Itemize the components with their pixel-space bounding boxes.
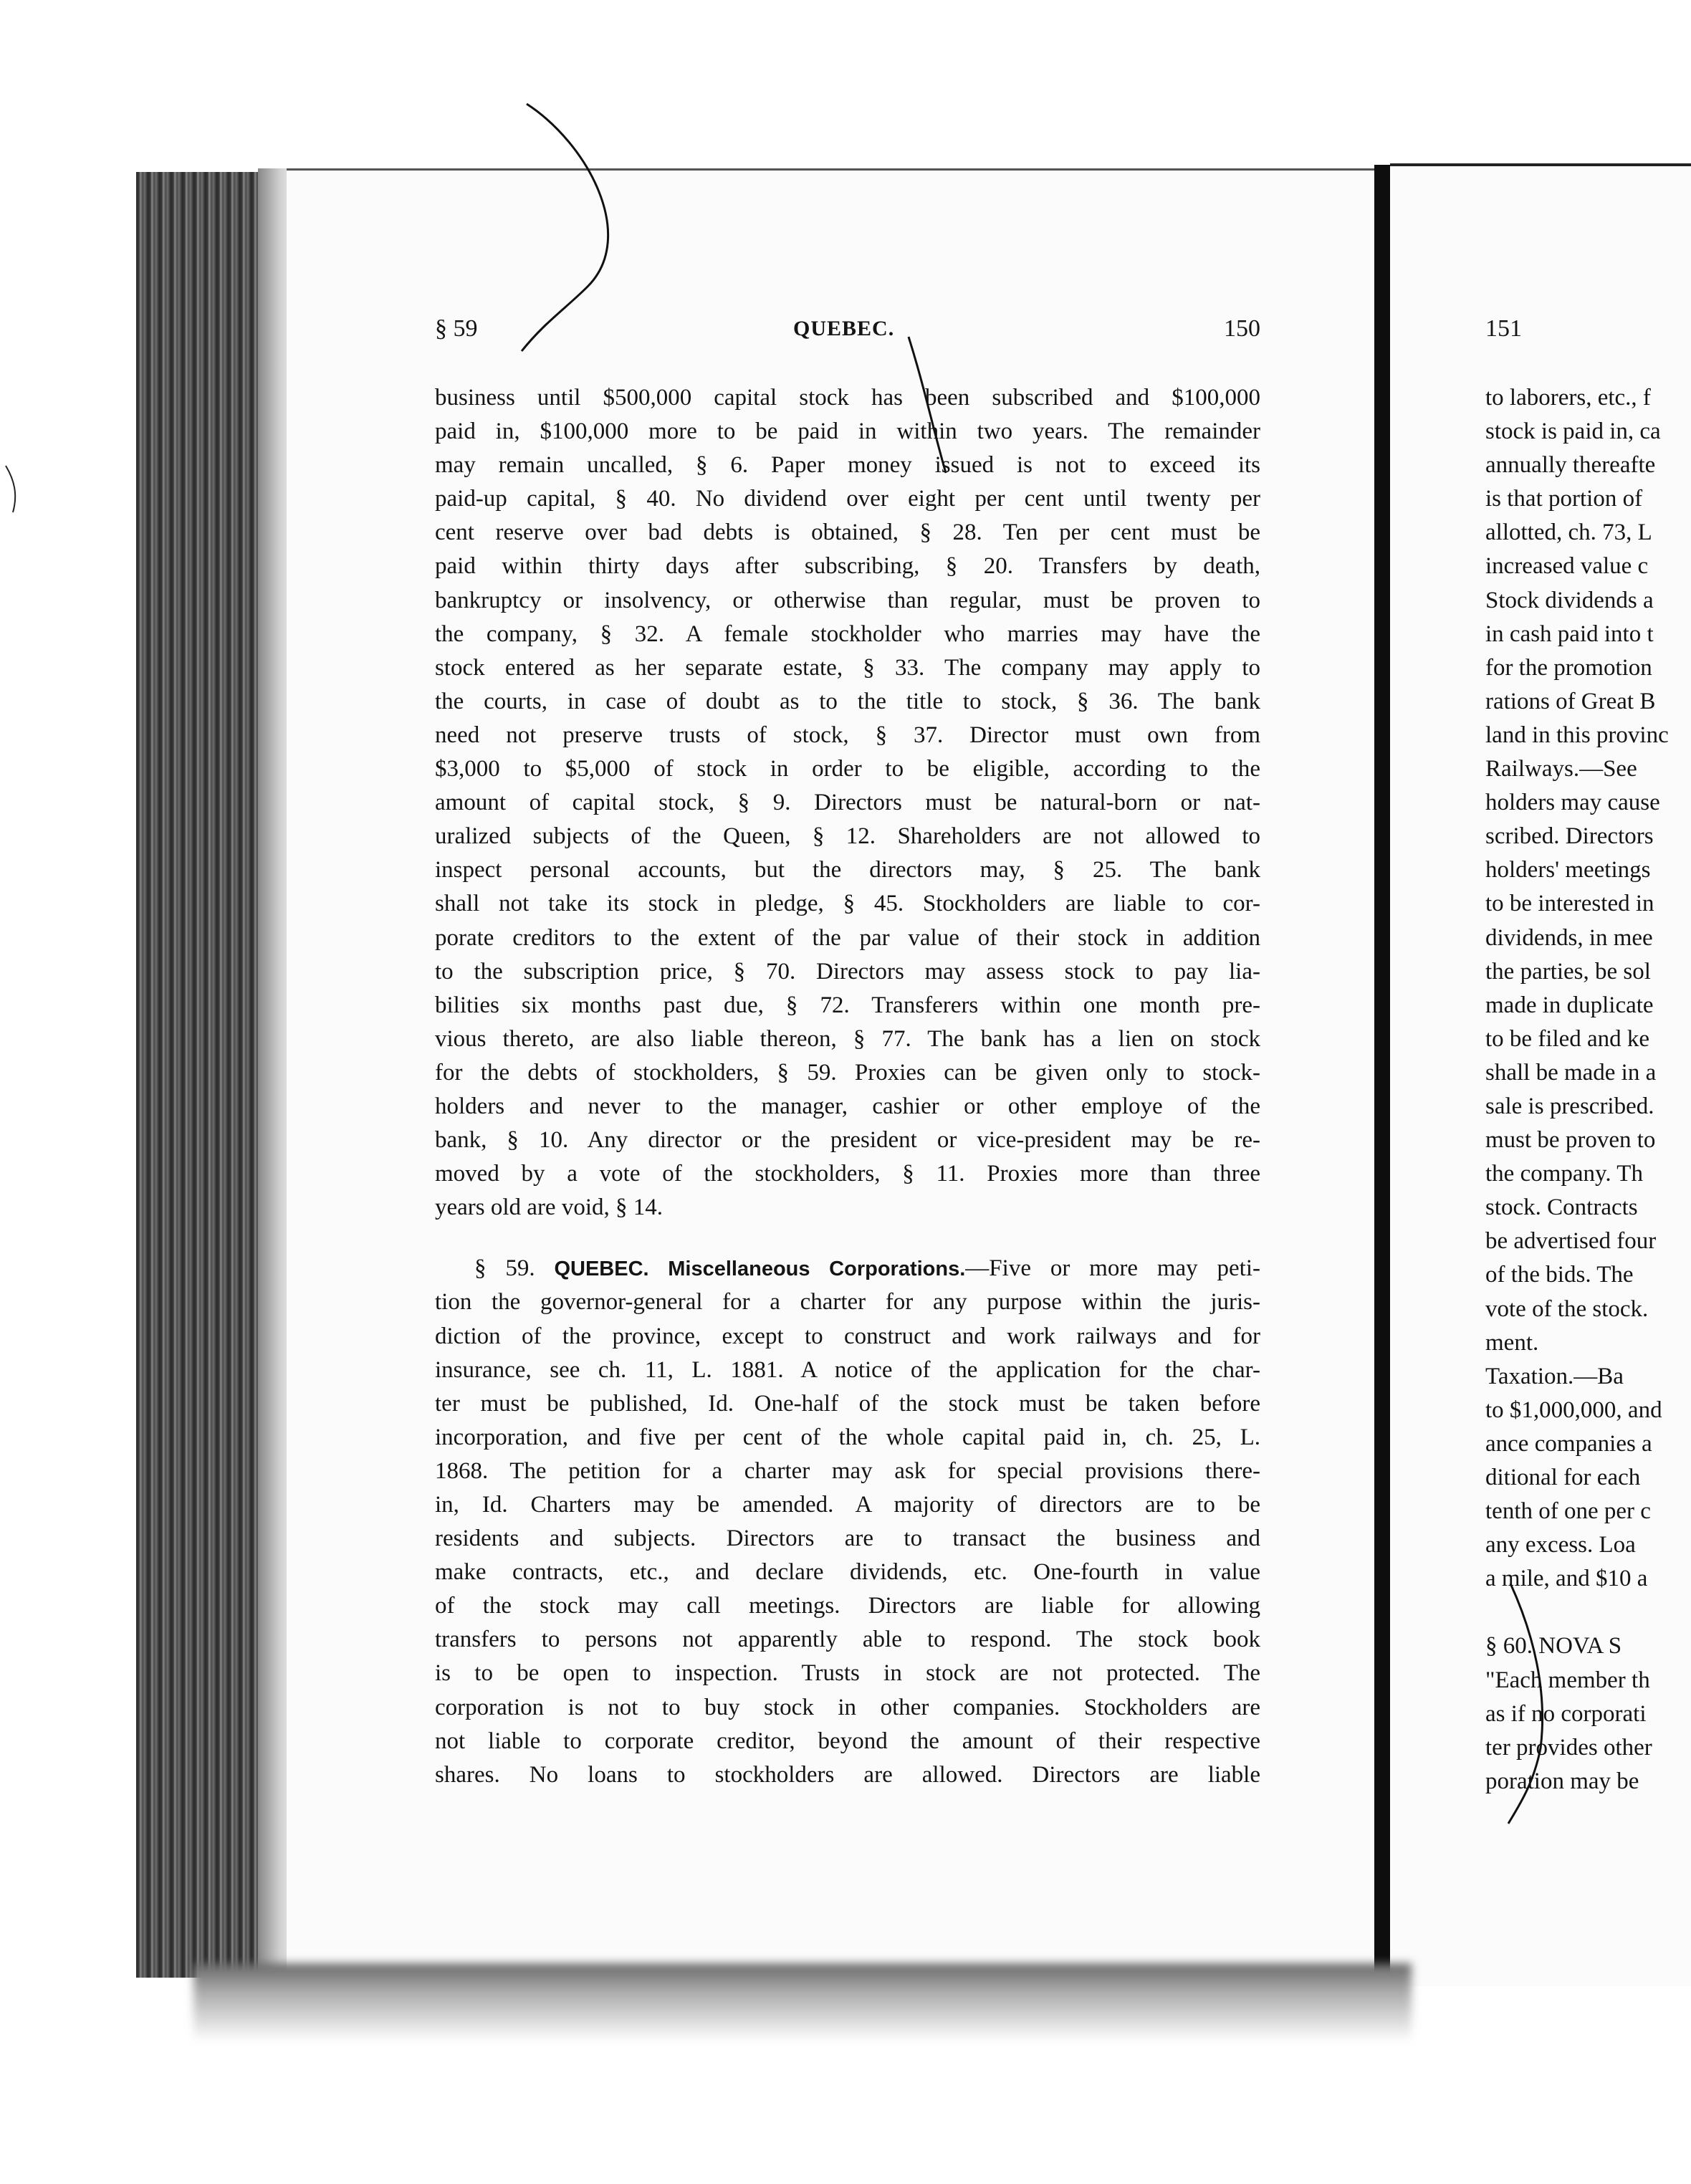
para1-line: years old are void, § 14. bbox=[435, 1194, 663, 1221]
para1-line: bank, § 10. Any director or the president or vice-president may be re- bbox=[435, 1127, 1260, 1154]
para2-heading: QUEBEC. Miscellaneous Corporations. bbox=[554, 1258, 966, 1281]
right-page-line: "Each member th bbox=[1485, 1667, 1650, 1693]
right-page-line: increased value c bbox=[1485, 553, 1649, 580]
para1-line: amount of capital stock, § 9. Directors must be natural-born or nat- bbox=[435, 790, 1260, 816]
right-page-line: ance companies a bbox=[1485, 1430, 1652, 1457]
right-page-line: is that portion of bbox=[1485, 486, 1643, 512]
right-page-line: Taxation.—Ba bbox=[1485, 1363, 1624, 1389]
para1-line: need not preserve trusts of stock, § 37. Director must own from bbox=[435, 722, 1260, 748]
para2-line: incorporation, and five per cent of the whole capital paid in, ch. 25, L. bbox=[435, 1424, 1260, 1450]
right-page-line: must be proven to bbox=[1485, 1127, 1656, 1154]
right-page-line: ment. bbox=[1485, 1329, 1539, 1356]
para2-line: of the stock may call meetings. Directors are liable for allowing bbox=[435, 1593, 1260, 1619]
para1-line: stock entered as her separate estate, § 33. The company may apply to bbox=[435, 654, 1260, 681]
right-page-line: to laborers, etc., f bbox=[1485, 385, 1651, 411]
para1-line: bilities six months past due, § 72. Transferers within one month pre- bbox=[435, 992, 1260, 1018]
para2-line: in, Id. Charters may be amended. A majority of directors are to be bbox=[435, 1492, 1260, 1518]
header-page-number: 150 bbox=[1224, 315, 1260, 342]
para2-section: § 59. bbox=[474, 1255, 535, 1282]
right-page-line: land in this provinc bbox=[1485, 722, 1669, 748]
para1-line: porate creditors to the extent of the par value of their stock in addition bbox=[435, 924, 1260, 951]
para2-line: shares. No loans to stockholders are allowed. Directors are liable bbox=[435, 1761, 1260, 1788]
right-page-line: dividends, in mee bbox=[1485, 924, 1653, 951]
right-page-line: the company. Th bbox=[1485, 1161, 1643, 1187]
para2-line: residents and subjects. Directors are to transact the business and bbox=[435, 1526, 1260, 1552]
para1-line: paid-up capital, § 40. No dividend over eight per cent until twenty per bbox=[435, 486, 1260, 512]
para1-line: the company, § 32. A female stockholder who marries may have the bbox=[435, 621, 1260, 647]
para2-line: transfers to persons not apparently able to respond. The stock book bbox=[435, 1627, 1260, 1653]
right-page-line: as if no corporati bbox=[1485, 1700, 1647, 1727]
right-header-page-number: 151 bbox=[1485, 315, 1522, 342]
right-page-line: § 60. NOVA S bbox=[1485, 1633, 1622, 1659]
para2-line: tion the governor-general for a charter for any purpose within the juris- bbox=[435, 1289, 1260, 1316]
right-page-line: the parties, be sol bbox=[1485, 958, 1651, 985]
para1-line: to the subscription price, § 70. Directors may assess stock to pay lia- bbox=[435, 958, 1260, 985]
right-page-line: ditional for each bbox=[1485, 1465, 1641, 1490]
para1-line: may remain uncalled, § 6. Paper money issued is not to exceed its bbox=[435, 452, 1260, 479]
right-page-line: holders' meetings bbox=[1485, 857, 1651, 883]
header-title: QUEBEC. bbox=[793, 317, 895, 340]
para1-line: $3,000 to $5,000 of stock in order to be eligible, according to the bbox=[435, 756, 1260, 782]
para1-line: shall not take its stock in pledge, § 45. Stockholders are liable to cor- bbox=[435, 891, 1260, 917]
para1-line: vious thereto, are also liable thereon, § 77. The bank has a lien on stock bbox=[435, 1025, 1260, 1052]
para2-line: not liable to corporate creditor, beyond the amount of their respective bbox=[435, 1728, 1260, 1754]
para1-line: moved by a vote of the stockholders, § 11. Proxies more than three bbox=[435, 1161, 1260, 1187]
para1-line: uralized subjects of the Queen, § 12. Shareholders are not allowed to bbox=[435, 823, 1260, 850]
para2-line: insurance, see ch. 11, L. 1881. A notice of the application for the char- bbox=[435, 1356, 1260, 1383]
para1-line: paid within thirty days after subscribing, § 20. Transfers by death, bbox=[435, 553, 1260, 580]
right-page-line: shall be made in a bbox=[1485, 1059, 1657, 1086]
right-page-line: be advertised four bbox=[1485, 1228, 1657, 1255]
para2-line: make contracts, etc., and declare dividends, etc. One-fourth in value bbox=[435, 1559, 1260, 1586]
para2-first-line-rest: —Five or more may peti- bbox=[965, 1255, 1260, 1282]
para2-line: corporation is not to buy stock in other companies. Stockholders are bbox=[435, 1694, 1260, 1720]
right-page-line: any excess. Loa bbox=[1485, 1532, 1636, 1558]
right-page-line: poration may be bbox=[1485, 1768, 1639, 1794]
right-page-line: made in duplicate bbox=[1485, 992, 1654, 1018]
para2-line: diction of the province, except to construct and work railways and for bbox=[435, 1323, 1260, 1349]
para1-line: bankruptcy or insolvency, or otherwise than regular, must be proven to bbox=[435, 587, 1260, 613]
right-page-line: annually thereafte bbox=[1485, 452, 1656, 479]
right-page-line: scribed. Directors bbox=[1485, 823, 1654, 850]
para1-line: for the debts of stockholders, § 59. Proxies can be given only to stock- bbox=[435, 1059, 1260, 1086]
para2-line: 1868. The petition for a charter may ask for special provisions there- bbox=[435, 1457, 1260, 1484]
right-page-line: Stock dividends a bbox=[1485, 587, 1654, 613]
right-page-line: in cash paid into t bbox=[1485, 621, 1654, 647]
para1-line: the courts, in case of doubt as to the title to stock, § 36. The bank bbox=[435, 688, 1260, 714]
right-page-line: for the promotion bbox=[1485, 654, 1652, 681]
right-page-line: holders may cause bbox=[1485, 790, 1660, 816]
para1-line: holders and never to the manager, cashier or other employe of the bbox=[435, 1093, 1260, 1119]
header-section: § 59 bbox=[435, 315, 478, 342]
para2-line: is to be open to inspection. Trusts in stock are not protected. The bbox=[435, 1660, 1260, 1687]
right-page-line: of the bids. The bbox=[1485, 1262, 1634, 1288]
right-page-line: to be interested in bbox=[1485, 891, 1654, 917]
para1-line: inspect personal accounts, but the directors may, § 25. The bank bbox=[435, 857, 1260, 883]
right-page-line: sale is prescribed. bbox=[1485, 1093, 1654, 1119]
para2-line: ter must be published, Id. One-half of the stock must be taken before bbox=[435, 1390, 1260, 1417]
right-page-line: ter provides other bbox=[1485, 1734, 1652, 1761]
right-page-line: to $1,000,000, and bbox=[1485, 1397, 1662, 1423]
right-page-line: to be filed and ke bbox=[1485, 1025, 1650, 1052]
right-page-line: rations of Great B bbox=[1485, 688, 1656, 714]
right-page-line: stock is paid in, ca bbox=[1485, 418, 1661, 445]
right-page-line: stock. Contracts bbox=[1485, 1194, 1638, 1221]
right-page-line: tenth of one per c bbox=[1485, 1498, 1651, 1525]
para1-line: business until $500,000 capital stock has been subscribed and $100,000 bbox=[435, 385, 1260, 411]
right-page-line: vote of the stock. bbox=[1485, 1295, 1649, 1322]
right-page-line: a mile, and $10 a bbox=[1485, 1566, 1648, 1592]
para1-line: paid in, $100,000 more to be paid in within two years. The remainder bbox=[435, 418, 1260, 445]
right-page-line: allotted, ch. 73, L bbox=[1485, 519, 1652, 546]
right-page-line: Railways.—See bbox=[1485, 756, 1637, 782]
para1-line: cent reserve over bad debts is obtained, § 28. Ten per cent must be bbox=[435, 519, 1260, 546]
